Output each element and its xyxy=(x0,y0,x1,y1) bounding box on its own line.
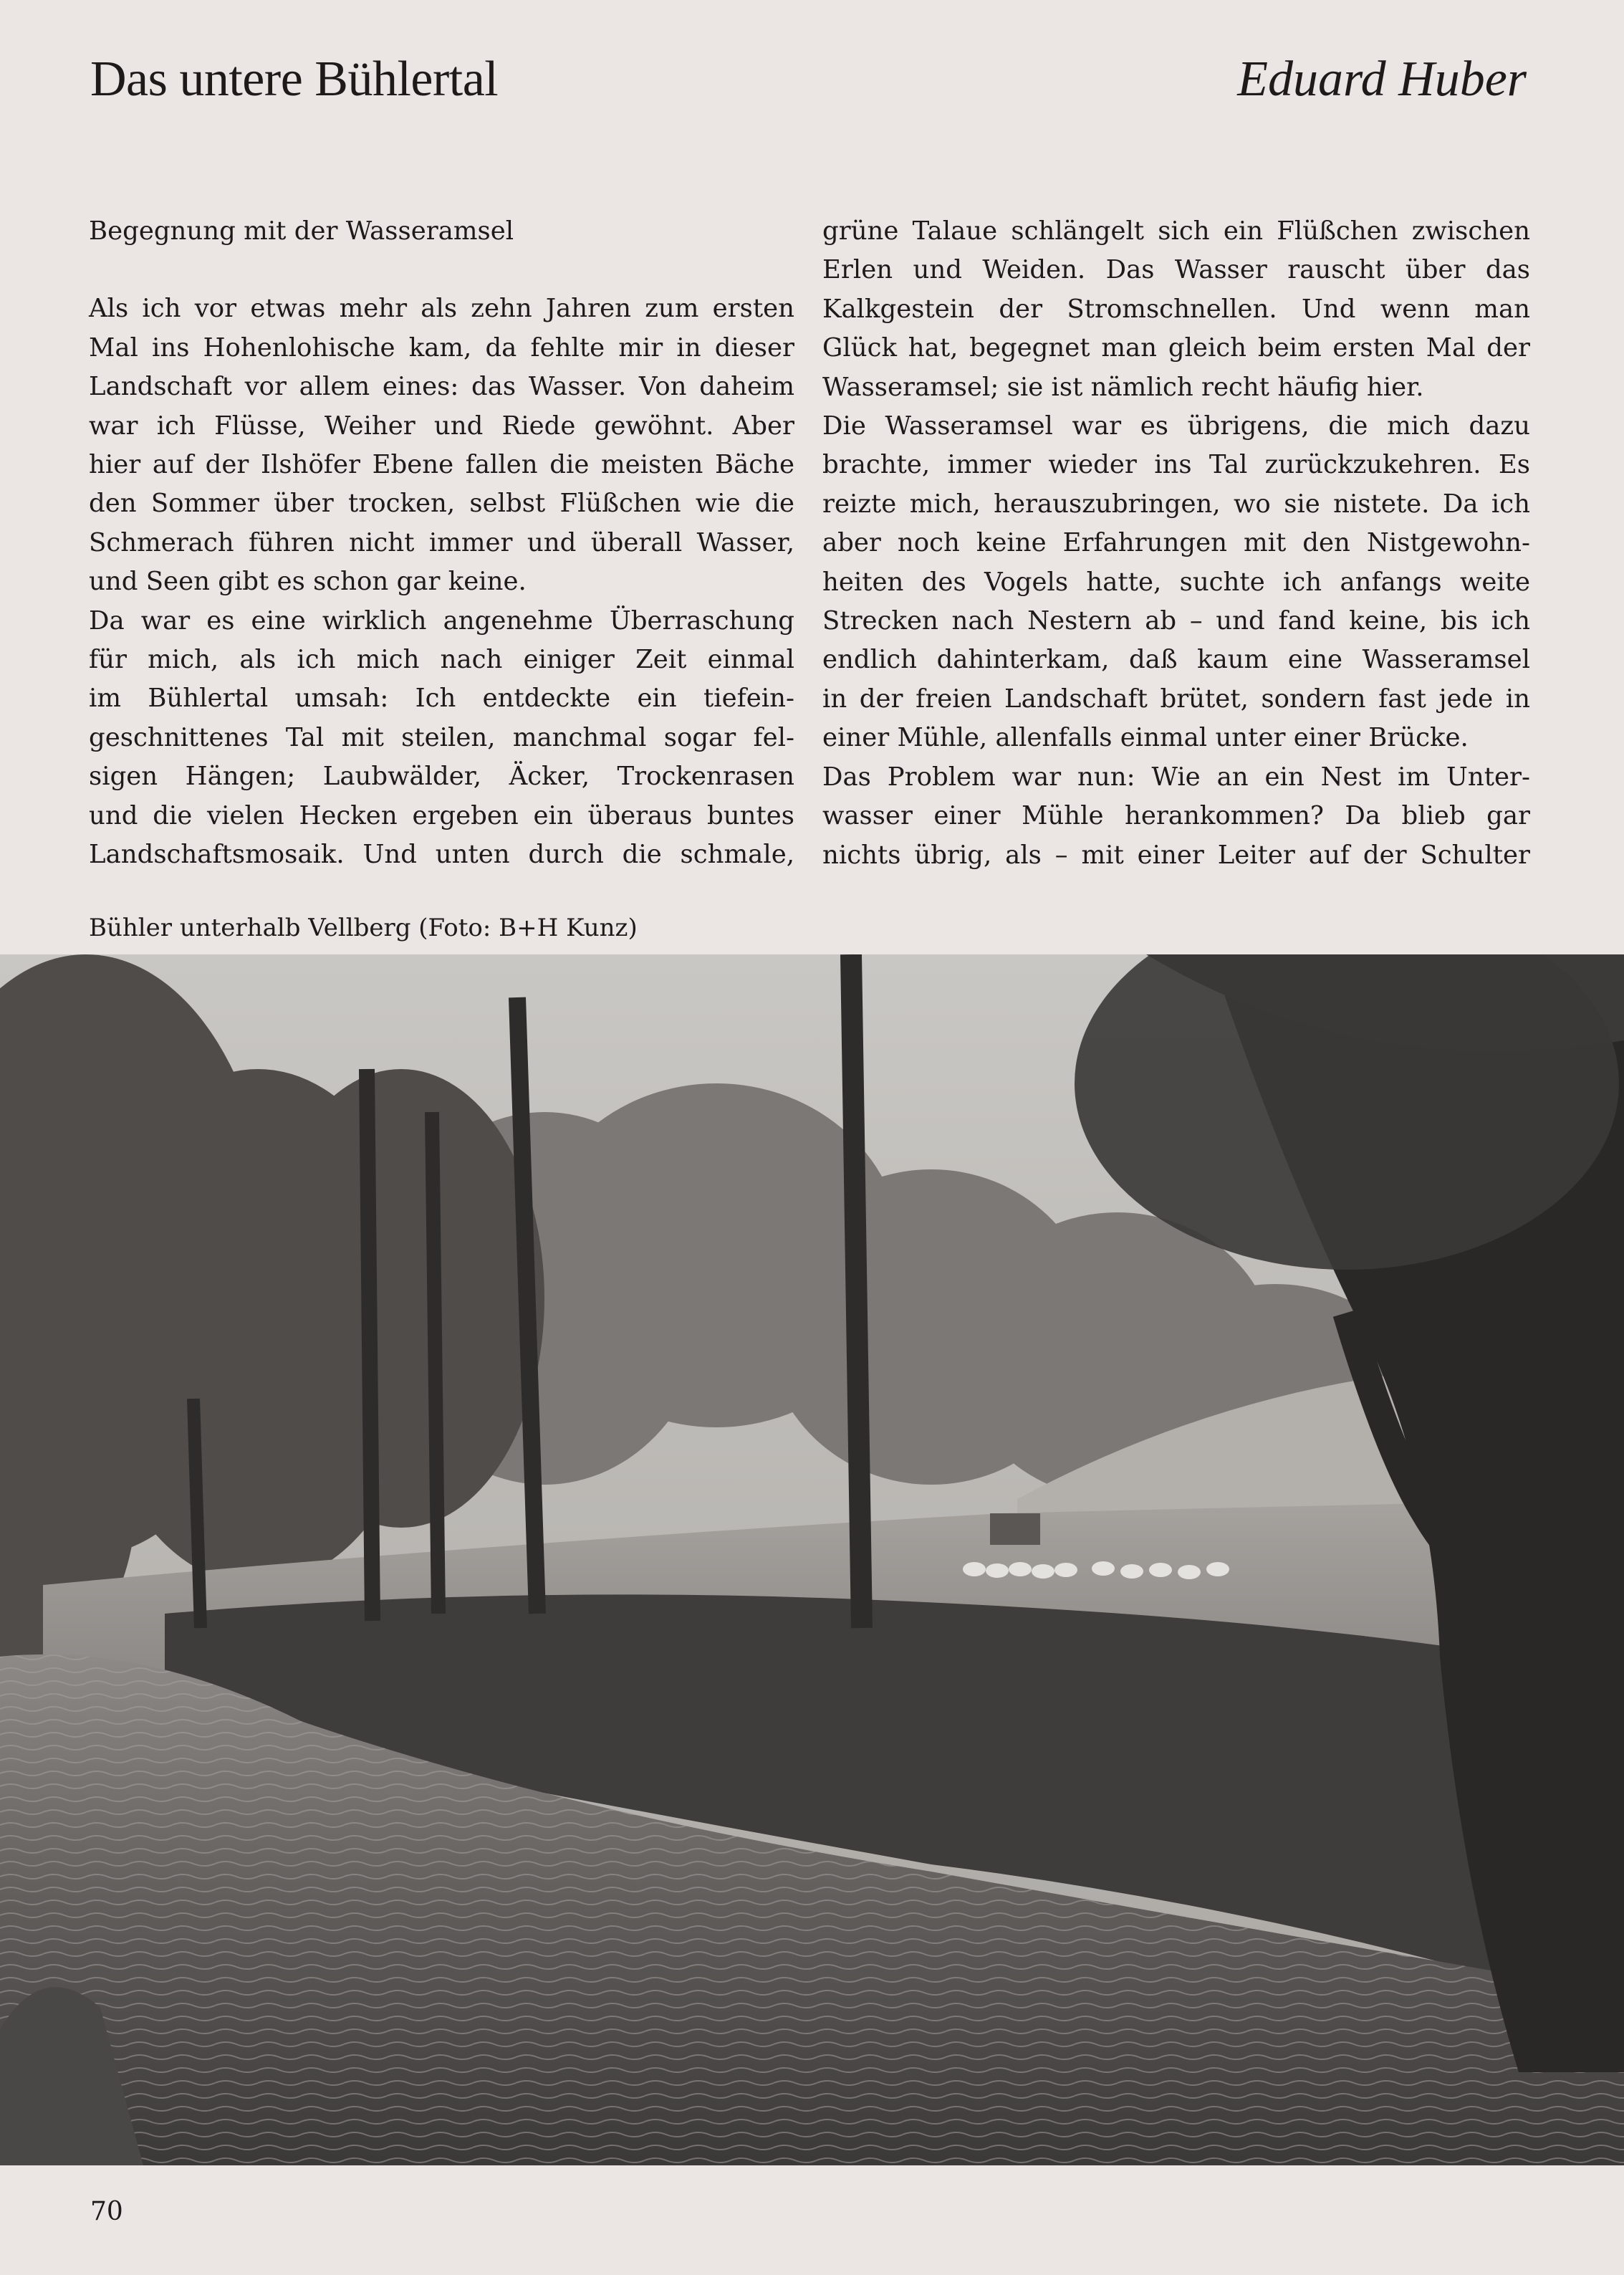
text-line: Die Wasseramsel war es übrigens, die mich dazu xyxy=(822,411,1530,441)
page-number: 70 xyxy=(90,2197,123,2226)
text-line: Landschaft vor allem eines: das Wasser. Von daheim xyxy=(89,372,794,402)
text-line: und die vielen Hecken ergeben ein überaus buntes xyxy=(89,800,794,830)
text-line: einer Mühle, allenfalls einmal unter einer Brücke. xyxy=(822,723,1469,753)
left-paragraphs xyxy=(89,289,794,874)
photo-illustration xyxy=(0,954,1624,2165)
text-line: nichts übrig, als – mit einer Leiter auf der Schulter xyxy=(822,840,1530,870)
text-line: aber noch keine Erfahrungen mit den Nistgewohn- xyxy=(822,528,1530,558)
right-paragraphs xyxy=(822,212,1530,875)
text-line: Landschaftsmosaik. Und unten durch die schmale, xyxy=(89,840,794,870)
shepherd-hut xyxy=(990,1513,1040,1545)
text-line: im Bühlertal umsah: Ich entdeckte ein tiefein- xyxy=(89,684,794,714)
paragraph xyxy=(89,289,794,601)
photo-caption: Bühler unterhalb Vellberg (Foto: B+H Kunz) xyxy=(89,914,638,942)
text-line: Schmerach führen nicht immer und überall Wasser, xyxy=(89,527,794,557)
text-line: Da war es eine wirklich angenehme Überraschung xyxy=(89,605,794,636)
text-line: endlich dahinterkam, daß kaum eine Wasseramsel xyxy=(822,645,1530,675)
text-line: war ich Flüsse, Weiher und Riede gewöhnt. Aber xyxy=(89,411,794,441)
text-line: Erlen und Weiden. Das Wasser rauscht über das xyxy=(822,255,1530,285)
text-line: den Sommer über trocken, selbst Flüßchen wie die xyxy=(89,489,794,519)
text-line: grüne Talaue schlängelt sich ein Flüßchen zwischen xyxy=(822,216,1530,246)
paragraph xyxy=(822,212,1530,407)
text-line: sigen Hängen; Laubwälder, Äcker, Trockenrasen xyxy=(89,762,794,792)
text-column-right xyxy=(822,212,1530,875)
text-line: Wasseramsel; sie ist nämlich recht häufig hier. xyxy=(822,372,1424,402)
paragraph xyxy=(822,407,1530,758)
text-line: Glück hat, begegnet man gleich beim ersten Mal der xyxy=(822,333,1530,363)
text-line: Mal ins Hohenlohische kam, da fehlte mir in dieser xyxy=(89,332,794,363)
text-line: brachte, immer wieder ins Tal zurückzukehren. Es xyxy=(822,450,1530,480)
article-author: Eduard Huber xyxy=(1237,52,1527,107)
text-line: heiten des Vogels hatte, suchte ich anfangs weite xyxy=(822,567,1530,597)
landscape-photo xyxy=(0,954,1624,2165)
text-line: für mich, als ich mich nach einiger Zeit einmal xyxy=(89,645,794,675)
paragraph xyxy=(89,602,794,875)
text-line: Das Problem war nun: Wie an ein Nest im Unter- xyxy=(822,762,1530,792)
text-line: geschnittenes Tal mit steilen, manchmal sogar fel- xyxy=(89,722,794,752)
article-title: Das untere Bühlertal xyxy=(90,52,499,107)
text-line: Strecken nach Nestern ab – und fand keine, bis ich xyxy=(822,606,1530,636)
text-line: hier auf der Ilshöfer Ebene fallen die meisten Bäche xyxy=(89,450,794,480)
text-line: Als ich vor etwas mehr als zehn Jahren zum ersten xyxy=(89,294,794,324)
text-column-left xyxy=(89,212,794,875)
text-line: Kalkgestein der Stromschnellen. Und wenn man xyxy=(822,294,1530,324)
text-line: und Seen gibt es schon gar keine. xyxy=(89,567,527,597)
text-line: wasser einer Mühle herankommen? Da blieb gar xyxy=(822,801,1530,831)
article-subheading: Begegnung mit der Wasseramsel xyxy=(89,216,514,246)
text-line: in der freien Landschaft brütet, sondern fast jede in xyxy=(822,684,1530,714)
paragraph xyxy=(822,758,1530,875)
text-line: reizte mich, herauszubringen, wo sie nistete. Da ich xyxy=(822,489,1530,519)
